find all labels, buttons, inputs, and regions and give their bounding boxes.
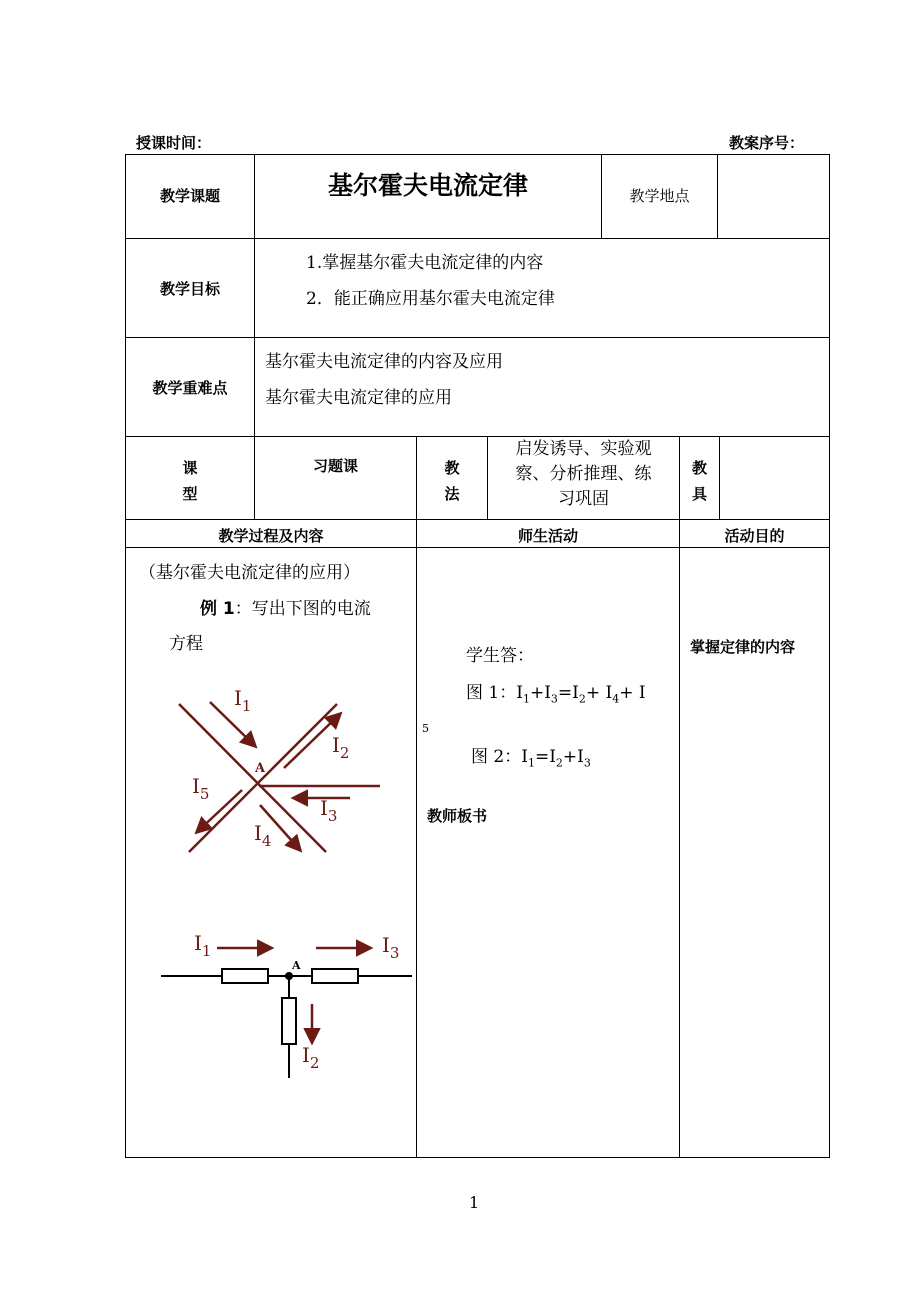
key-point-1: 基尔霍夫电流定律的内容及应用 [265,352,503,372]
location-label: 教学地点 [629,187,690,205]
method-label [417,455,487,507]
label-i2: $I_2$ [332,733,350,762]
type-label-line-2: 型 [182,485,198,503]
method-label-line-2: 法 [444,485,460,503]
label-i4: $I_4$ [254,821,272,850]
section-heading: （基尔霍夫电流定律的应用） [139,563,360,583]
label-i5: $I_5$ [192,774,210,803]
method-line-3: 习巩固 [558,489,609,509]
wire-diagonal-b [189,704,337,852]
example-instruction-cont: 方程 [169,634,203,654]
topic-label: 教学课题 [159,187,220,205]
lesson-title: 基尔霍夫电流定律 [327,171,528,200]
column-header-purpose: 活动目的 [724,527,785,545]
equation-figure-1-subscript-wrap: 5 [422,722,429,735]
tool-label-line-1: 教 [691,459,707,477]
tool-label-line-2: 具 [691,485,707,503]
equation-figure-2: 图 2：$I_1=I_2+I_3$ [471,747,591,770]
type-label [126,455,254,507]
method-line-2: 察、分析推理、练 [515,464,652,484]
resistor-left [222,969,268,983]
teaching-time-label: 授课时间： [136,134,212,152]
lesson-number-label: 教案序号： [729,134,805,152]
method-label-line-1: 教 [444,459,460,477]
node-a-label: A [292,959,301,972]
key-point-2: 基尔霍夫电流定律的应用 [265,388,452,408]
label-i3: $I_3$ [382,933,400,962]
example-number: 例 1 [200,599,235,619]
figure-2-circuit [158,928,416,1086]
page-number: 1 [469,1193,480,1212]
resistor-right [312,969,358,983]
type-label-line-1: 课 [182,459,198,477]
label-i1: $I_1$ [234,686,252,715]
column-header-process: 教学过程及内容 [218,527,324,545]
resistor-bottom [282,998,296,1044]
purpose-text: 掌握定律的内容 [690,638,796,656]
label-i2: $I_2$ [302,1043,320,1072]
method-line-1: 启发诱导、实验观 [515,439,652,459]
goals-label: 教学目标 [159,280,220,298]
example-heading [200,594,371,619]
example-instruction: ：写出下图的电流 [234,599,371,619]
type-value: 习题课 [312,457,358,475]
equation-figure-1: 图 1：$I_1+I_3=I_2+ I_4+ I$ [466,683,646,706]
label-i1: $I_1$ [194,931,212,960]
tool-label [680,455,719,507]
label-i3: $I_3$ [320,796,338,825]
key-points-label: 教学重难点 [152,379,228,397]
goal-item-1: 1.掌握基尔霍夫电流定律的内容 [306,253,544,273]
method-value [488,437,679,512]
teacher-board-note: 教师板书 [427,807,488,825]
student-answer-label: 学生答： [466,646,534,666]
node-a-label: A [255,761,266,776]
goal-item-2: 2．能正确应用基尔霍夫电流定律 [306,289,555,309]
node-a-dot [285,972,293,980]
figure-1-junction [160,680,400,870]
column-header-activity: 师生活动 [517,527,578,545]
